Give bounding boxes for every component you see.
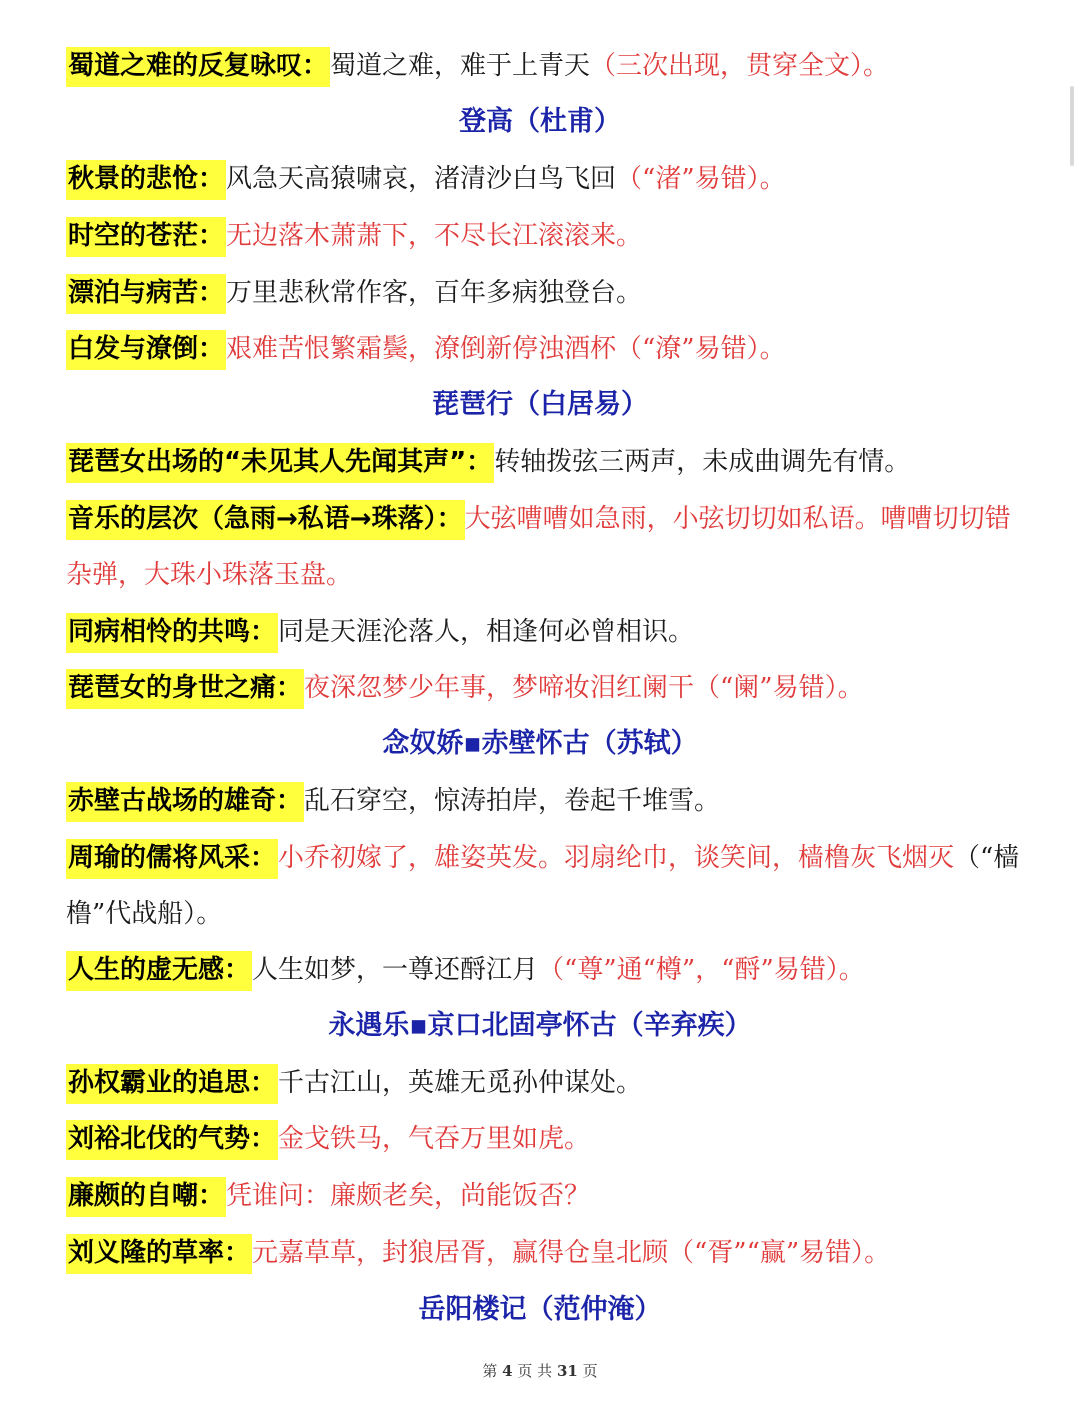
entry-quote: 人生如梦，一尊还酹江月 — [252, 955, 539, 985]
section-heading-niannujiao: 念奴娇▪赤壁怀古（苏轼） — [382, 728, 698, 759]
entry-shudao — [66, 41, 1026, 91]
entry-label: 琵琶女出场的“未见其人先闻其声”： — [66, 443, 494, 483]
entry-shenshi — [66, 663, 1026, 713]
entry-quote: 艰难苦恨繁霜鬓，潦倒新停浊酒杯（“潦”易错）。 — [226, 334, 786, 364]
entry-label: 琵琶女的身世之痛： — [66, 669, 304, 709]
footer-suffix: 页 — [582, 1362, 598, 1380]
entry-tongbing — [66, 607, 1026, 657]
entry-label: 人生的虚无感： — [66, 951, 252, 991]
entry-liuyilong — [66, 1228, 1026, 1278]
entry-note: （“樯橹”代战船）。 — [66, 843, 1020, 929]
entry-chibi — [66, 776, 1026, 826]
entry-quote: 风急天高猿啸哀，渚清沙白鸟飞回 — [226, 164, 617, 194]
entry-baifa — [66, 324, 1026, 374]
entry-quote: 金戈铁马，气吞万里如虎。 — [278, 1124, 591, 1154]
entry-label: 秋景的悲怆： — [66, 160, 226, 200]
entry-note: （三次出现，贯穿全文）。 — [590, 51, 890, 81]
scrollbar-thumb[interactable] — [1070, 86, 1074, 166]
entry-label: 音乐的层次（急雨→私语→珠落）： — [66, 500, 465, 540]
footer-middle: 页 共 — [517, 1362, 553, 1380]
entry-label: 同病相怜的共鸣： — [66, 613, 278, 653]
entry-label: 刘义隆的草率： — [66, 1234, 252, 1274]
entry-quote: 无边落木萧萧下，不尽长江滚滚来。 — [226, 221, 643, 251]
entry-quote: 蜀道之难，难于上青天 — [330, 51, 591, 81]
entry-sunquan — [66, 1058, 1026, 1108]
entry-label: 蜀道之难的反复咏叹： — [66, 47, 330, 87]
section-heading-yueyanglou: 岳阳楼记（范仲淹） — [418, 1294, 662, 1325]
entry-qiujing — [66, 154, 1026, 204]
section-heading-yongyule: 永遇乐▪京口北固亭怀古（辛弃疾） — [328, 1010, 752, 1041]
entry-label: 周瑜的儒将风采： — [66, 839, 278, 879]
entry-quote: 小乔初嫁了，雄姿英发。羽扇纶巾，谈笑间，樯橹灰飞烟灭 — [278, 843, 955, 873]
section-heading-pipaxing: 琵琶行（白居易） — [432, 389, 648, 420]
footer-total-pages: 31 — [556, 1362, 578, 1380]
entry-quote: 千古江山，英雄无觅孙仲谋处。 — [278, 1068, 643, 1098]
entry-quote: 大弦嘈嘈如急雨，小弦切切如私语。嘈嘈切切错杂弹，大珠小珠落玉盘。 — [66, 504, 1011, 590]
entry-quote: 同是天涯沦落人，相逢何必曾相识。 — [278, 617, 695, 647]
entry-quote: 乱石穿空，惊涛拍岸，卷起千堆雪。 — [304, 786, 721, 816]
footer-page-number: 4 — [502, 1362, 513, 1380]
entry-quote: 万里悲秋常作客，百年多病独登台。 — [226, 278, 643, 308]
entry-pipanv-chuchang — [66, 437, 1026, 487]
entry-note: （“渚”易错）。 — [616, 164, 786, 194]
page-number-footer — [0, 1360, 1080, 1381]
entry-lianpo — [66, 1171, 1026, 1221]
entry-label: 时空的苍茫： — [66, 217, 226, 257]
entry-yinyue — [66, 491, 1026, 597]
entry-label: 孙权霸业的追思： — [66, 1064, 278, 1104]
entry-label: 白发与潦倒： — [66, 330, 226, 370]
entry-liuyu — [66, 1114, 1026, 1164]
entry-label: 廉颇的自嘲： — [66, 1177, 226, 1217]
section-heading-denggao: 登高（杜甫） — [459, 106, 621, 137]
entry-piaobo — [66, 268, 1026, 318]
entry-quote: 元嘉草草，封狼居胥，赢得仓皇北顾（“胥”“赢”易错）。 — [252, 1238, 891, 1268]
entry-shikong — [66, 211, 1026, 261]
footer-prefix: 第 — [482, 1362, 498, 1380]
entry-quote: 凭谁问：廉颇老矣，尚能饭否？ — [226, 1181, 591, 1211]
entry-label: 刘裕北伐的气势： — [66, 1120, 278, 1160]
entry-quote: 转轴拨弦三两声，未成曲调先有情。 — [494, 447, 911, 477]
entry-rensheng — [66, 945, 1026, 995]
entry-quote: 夜深忽梦少年事，梦啼妆泪红阑干（“阑”易错）。 — [304, 673, 864, 703]
entry-label: 赤壁古战场的雄奇： — [66, 782, 304, 822]
entry-note: （“尊”通“樽”，“酹”易错）。 — [538, 955, 865, 985]
entry-label: 漂泊与病苦： — [66, 274, 226, 314]
entry-zhouyu — [66, 830, 1026, 936]
